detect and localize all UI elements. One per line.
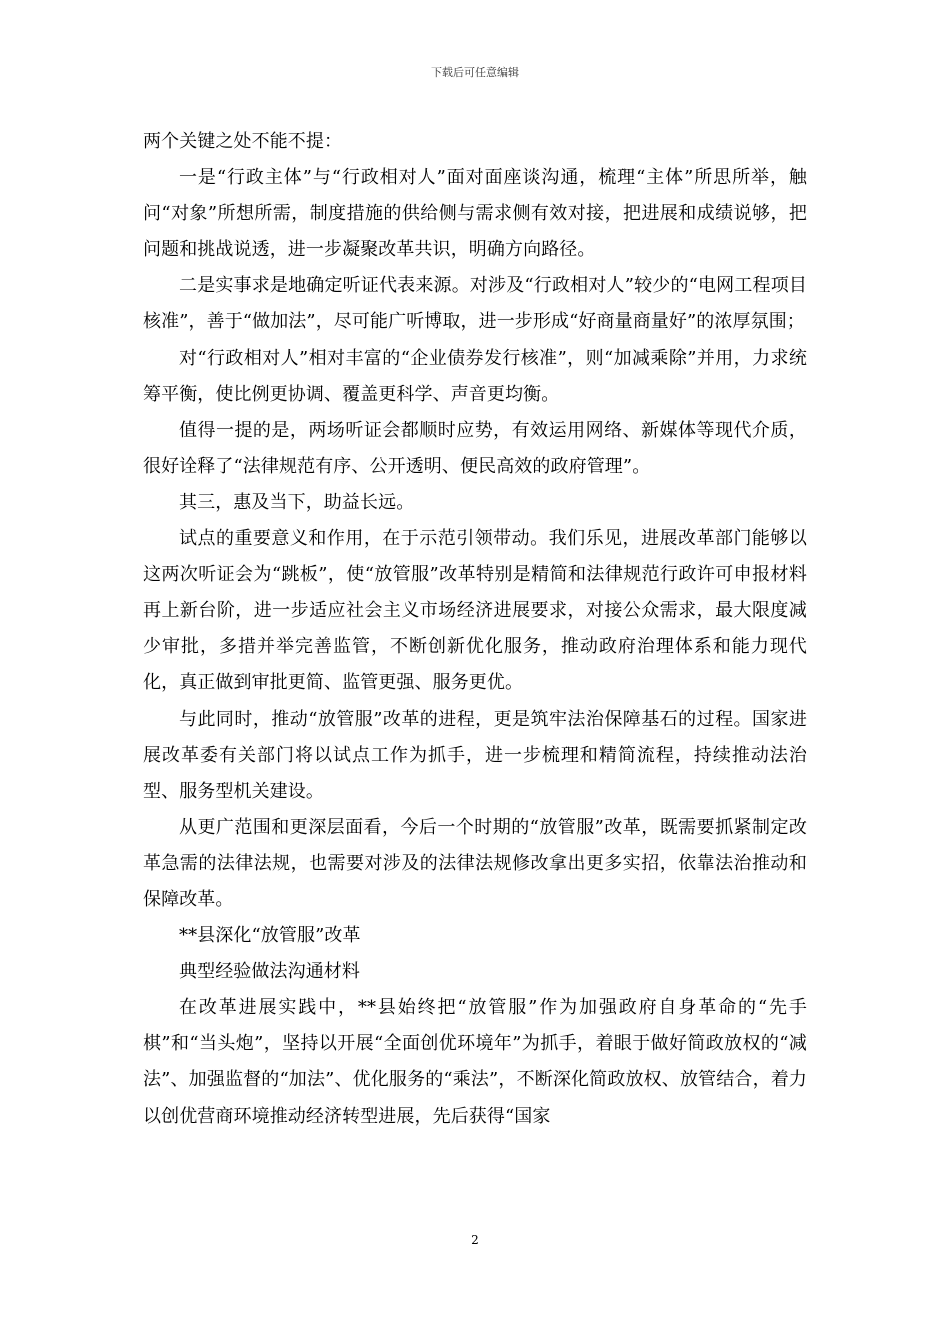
section-heading: **县深化“放管服”改革 bbox=[179, 925, 361, 947]
document-body bbox=[143, 124, 807, 1135]
section-subheading: 典型经验做法沟通材料 bbox=[179, 961, 360, 983]
paragraph: 在改革进展实践中，**县始终把“放管服”作为加强政府自身革命的“先手棋”和“当头炮”，坚持以开展“全面创优环境年”为抓手，着眼于做好简政放权的“减法”、加强监督的“加法”、优化服务的“乘法”，不断深化简政放权、放管结合，着力以创优营商环境推动经济转型进展，先后获得“国家 bbox=[143, 997, 807, 1127]
paragraph: 一是“行政主体”与“行政相对人”面对面座谈沟通，梳理“主体”所思所举，触问“对象”所想所需，制度措施的供给侧与需求侧有效对接，把进展和成绩说够，把问题和挑战说透，进一步凝聚改革共识，明确方向路径。 bbox=[143, 167, 807, 261]
paragraph: 其三，惠及当下，助益长远。 bbox=[179, 491, 415, 513]
page-number: 2 bbox=[471, 1233, 479, 1247]
paragraph: 从更广范围和更深层面看，今后一个时期的“放管服”改革，既需要抓紧制定改革急需的法律法规，也需要对涉及的法律法规修改拿出更多实招，依靠法治推动和保障改革。 bbox=[143, 816, 807, 910]
paragraph: 试点的重要意义和作用，在于示范引领带动。我们乐见，进展改革部门能够以这两次听证会为“跳板”，使“放管服”改革特别是精简和法律规范行政许可申报材料再上新台阶，进一步适应社会主义市场经济进展要求，对接公众需求，最大限度减少审批，多措并举完善监管，不断创新优化服务，推动政府治理体系和能力现代化，真正做到审批更简、监管更强、服务更优。 bbox=[143, 528, 807, 694]
paragraph: 对“行政相对人”相对丰富的“企业债券发行核准”，则“加减乘除”并用，力求统筹平衡，使比例更协调、覆盖更科学、声音更均衡。 bbox=[143, 347, 807, 405]
paragraph: 与此同时，推动“放管服”改革的进程，更是筑牢法治保障基石的过程。国家进展改革委有关部门将以试点工作为抓手，进一步梳理和精简流程，持续推动法治型、服务型机关建设。 bbox=[143, 708, 807, 802]
page-header: 下载后可任意编辑 bbox=[431, 66, 519, 79]
paragraph: 值得一提的是，两场听证会都顺时应势，有效运用网络、新媒体等现代介质，很好诠释了“法律规范有序、公开透明、便民高效的政府管理”。 bbox=[143, 419, 807, 477]
paragraph: 二是实事求是地确定听证代表来源。对涉及“行政相对人”较少的“电网工程项目核准”，善于“做加法”，尽可能广听博取，进一步形成“好商量商量好”的浓厚氛围； bbox=[143, 275, 807, 333]
paragraph: 两个关键之处不能不提： bbox=[143, 131, 343, 152]
